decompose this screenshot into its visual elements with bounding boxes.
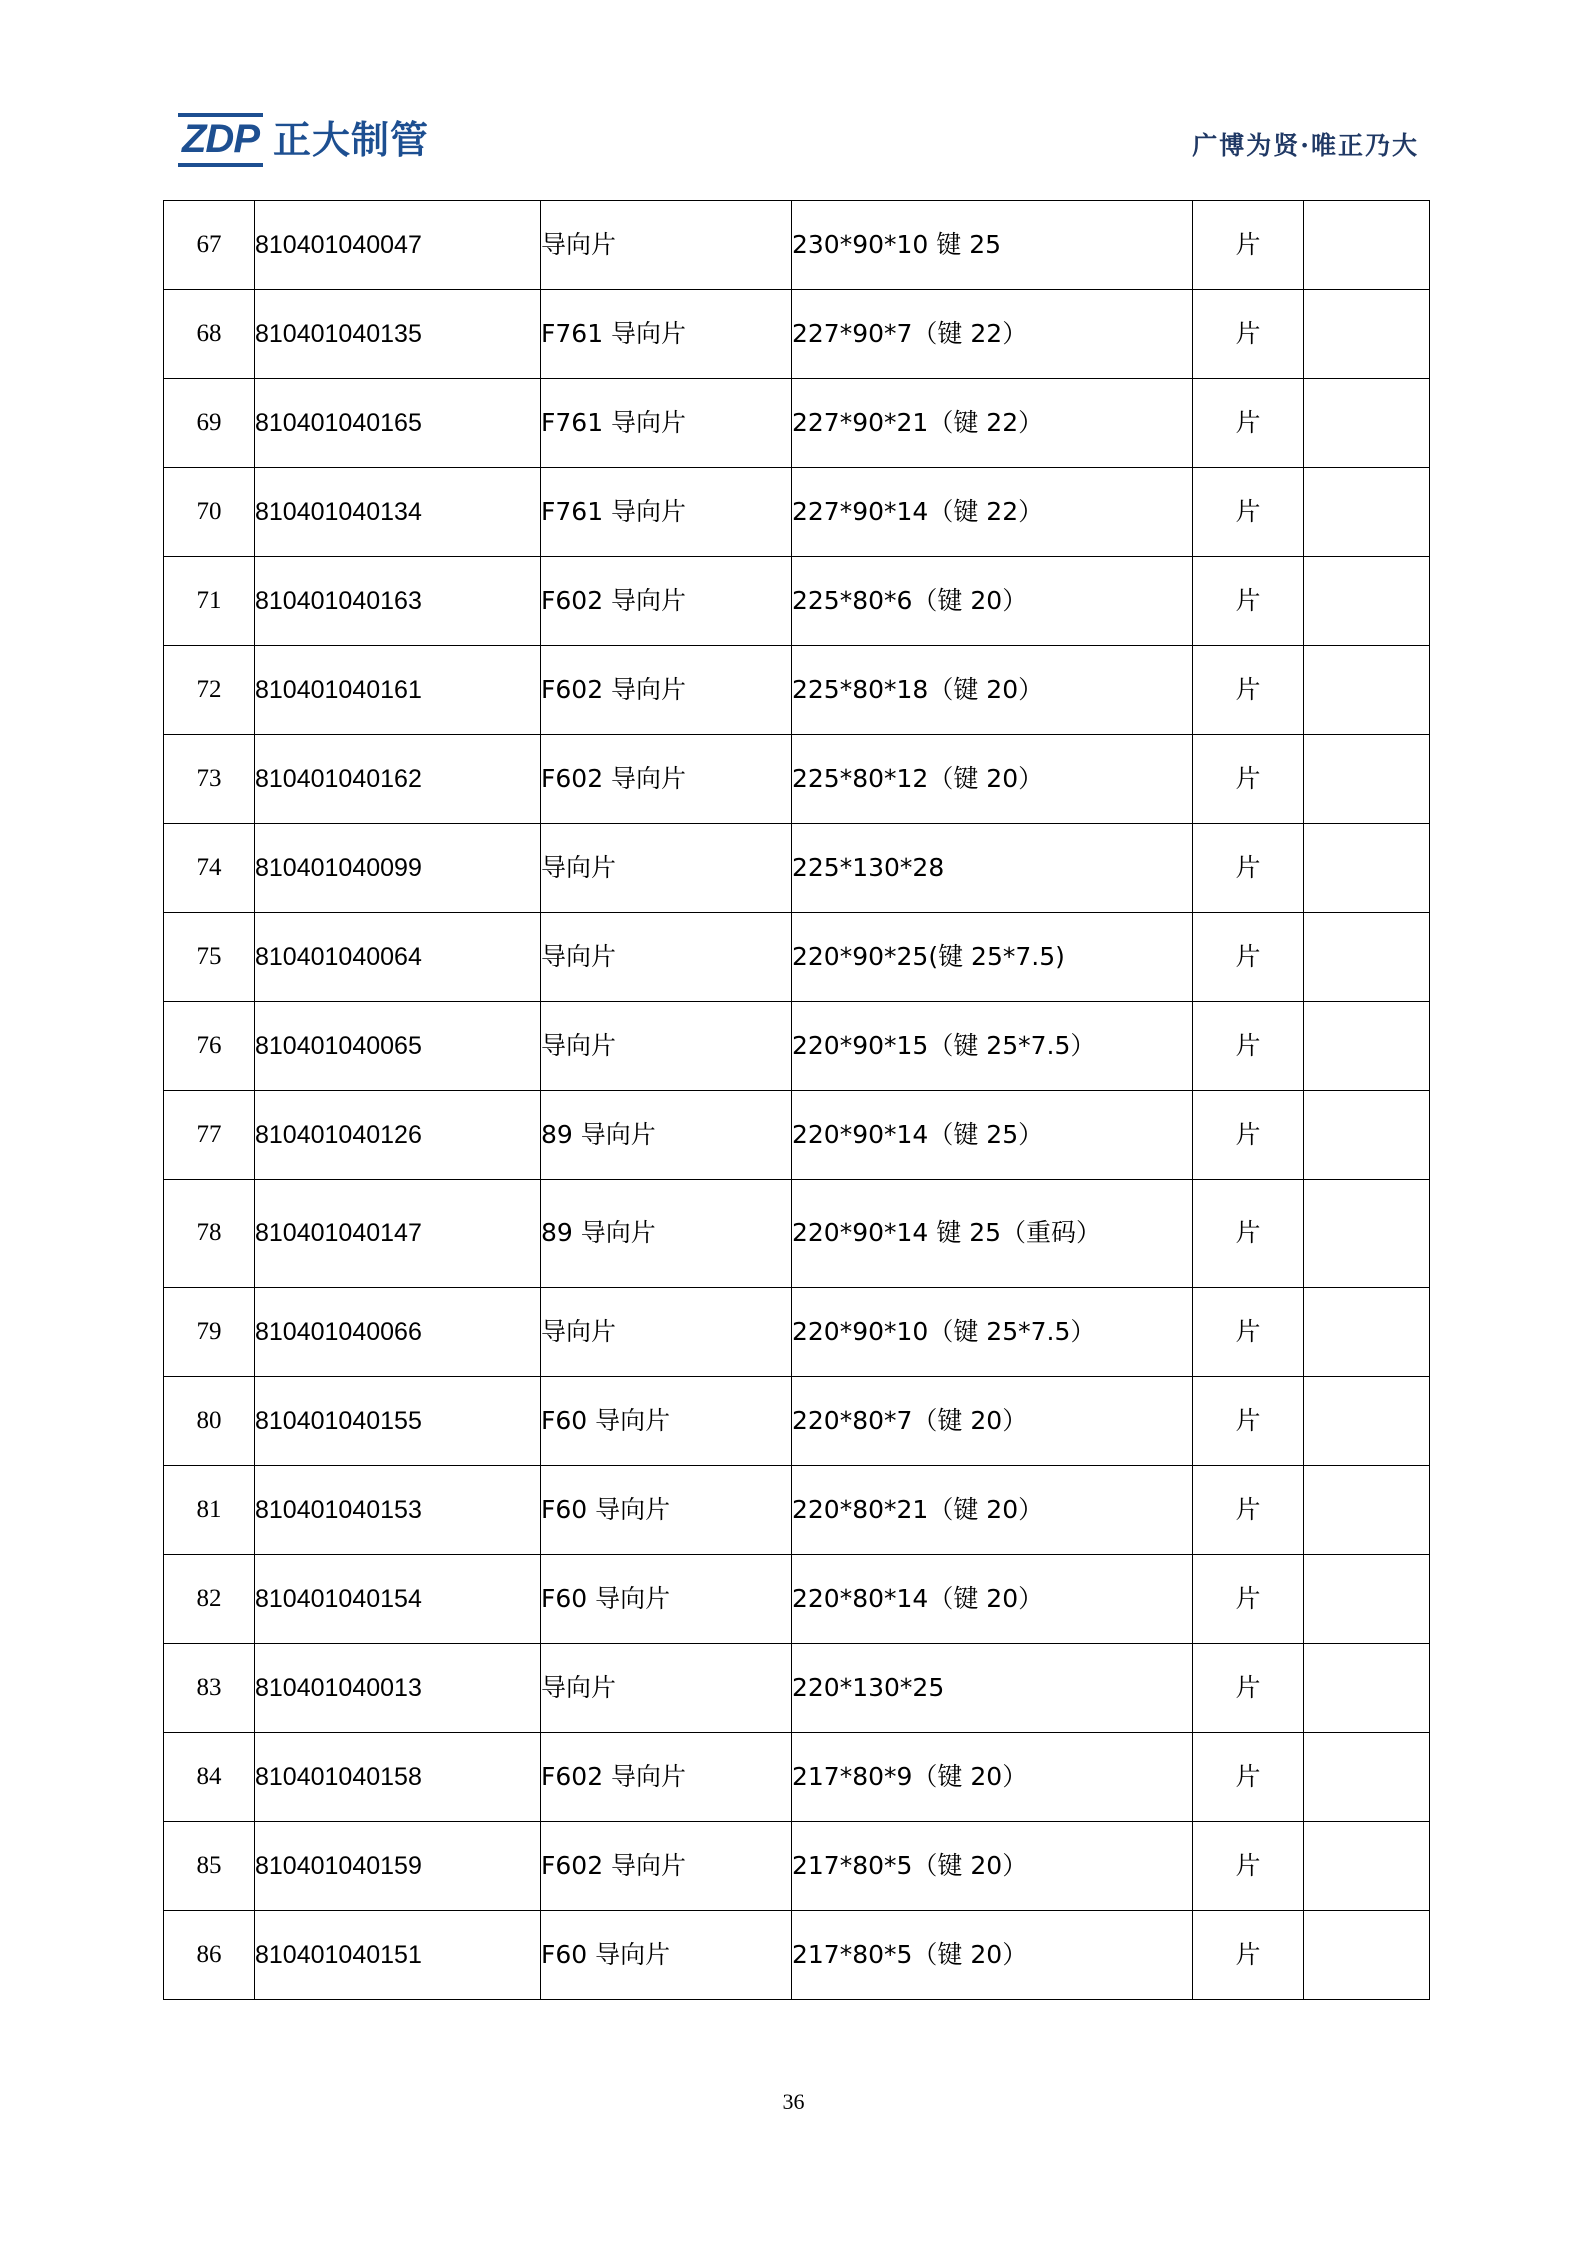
table-row bbox=[164, 379, 1430, 468]
cell-name: 导向片 bbox=[541, 824, 792, 913]
cell-index: 77 bbox=[164, 1091, 255, 1180]
cell-note bbox=[1304, 1911, 1430, 2000]
cell-code: 810401040163 bbox=[255, 557, 541, 646]
cell-name: F602 导向片 bbox=[541, 557, 792, 646]
cell-code: 810401040159 bbox=[255, 1822, 541, 1911]
cell-unit: 片 bbox=[1193, 1180, 1304, 1288]
page-number: 36 bbox=[782, 2089, 805, 2114]
cell-spec: 220*90*14 键 25（重码） bbox=[792, 1180, 1193, 1288]
cell-spec: 220*80*14（键 20） bbox=[792, 1555, 1193, 1644]
cell-name: 89 导向片 bbox=[541, 1180, 792, 1288]
table-row bbox=[164, 1002, 1430, 1091]
cell-note bbox=[1304, 1644, 1430, 1733]
cell-unit: 片 bbox=[1193, 1822, 1304, 1911]
table-row bbox=[164, 1644, 1430, 1733]
parts-table bbox=[163, 200, 1430, 2000]
cell-note bbox=[1304, 1288, 1430, 1377]
table-row bbox=[164, 1091, 1430, 1180]
cell-note bbox=[1304, 1377, 1430, 1466]
cell-code: 810401040154 bbox=[255, 1555, 541, 1644]
cell-unit: 片 bbox=[1193, 1911, 1304, 2000]
cell-index: 85 bbox=[164, 1822, 255, 1911]
cell-unit: 片 bbox=[1193, 1466, 1304, 1555]
cell-index: 83 bbox=[164, 1644, 255, 1733]
cell-note bbox=[1304, 468, 1430, 557]
cell-index: 70 bbox=[164, 468, 255, 557]
table-row bbox=[164, 1911, 1430, 2000]
cell-spec: 225*130*28 bbox=[792, 824, 1193, 913]
cell-spec: 217*80*9（键 20） bbox=[792, 1733, 1193, 1822]
cell-index: 82 bbox=[164, 1555, 255, 1644]
cell-name: F761 导向片 bbox=[541, 468, 792, 557]
cell-note bbox=[1304, 646, 1430, 735]
cell-unit: 片 bbox=[1193, 735, 1304, 824]
cell-spec: 220*80*7（键 20） bbox=[792, 1377, 1193, 1466]
parts-table-body bbox=[164, 201, 1430, 2000]
cell-spec: 225*80*18（键 20） bbox=[792, 646, 1193, 735]
cell-index: 74 bbox=[164, 824, 255, 913]
cell-code: 810401040099 bbox=[255, 824, 541, 913]
cell-note bbox=[1304, 290, 1430, 379]
cell-unit: 片 bbox=[1193, 1733, 1304, 1822]
page-header bbox=[178, 112, 1419, 172]
cell-unit: 片 bbox=[1193, 379, 1304, 468]
cell-code: 810401040064 bbox=[255, 913, 541, 1002]
cell-spec: 220*90*10（键 25*7.5） bbox=[792, 1288, 1193, 1377]
cell-note bbox=[1304, 735, 1430, 824]
cell-name: 导向片 bbox=[541, 201, 792, 290]
cell-name: F602 导向片 bbox=[541, 1822, 792, 1911]
table-row bbox=[164, 1733, 1430, 1822]
cell-index: 86 bbox=[164, 1911, 255, 2000]
cell-name: 导向片 bbox=[541, 1002, 792, 1091]
cell-index: 68 bbox=[164, 290, 255, 379]
table-row bbox=[164, 735, 1430, 824]
cell-unit: 片 bbox=[1193, 646, 1304, 735]
cell-code: 810401040134 bbox=[255, 468, 541, 557]
cell-code: 810401040162 bbox=[255, 735, 541, 824]
cell-index: 73 bbox=[164, 735, 255, 824]
cell-note bbox=[1304, 1822, 1430, 1911]
cell-code: 810401040161 bbox=[255, 646, 541, 735]
cell-unit: 片 bbox=[1193, 1377, 1304, 1466]
cell-spec: 225*80*6（键 20） bbox=[792, 557, 1193, 646]
cell-name: 89 导向片 bbox=[541, 1091, 792, 1180]
table-row bbox=[164, 1377, 1430, 1466]
logo-company-name: 正大制管 bbox=[273, 118, 430, 162]
table-row bbox=[164, 557, 1430, 646]
company-slogan: 广博为贤·唯正乃大 bbox=[1192, 131, 1419, 160]
cell-code: 810401040158 bbox=[255, 1733, 541, 1822]
cell-note bbox=[1304, 201, 1430, 290]
cell-code: 810401040013 bbox=[255, 1644, 541, 1733]
cell-code: 810401040147 bbox=[255, 1180, 541, 1288]
cell-index: 81 bbox=[164, 1466, 255, 1555]
cell-spec: 220*90*25(键 25*7.5) bbox=[792, 913, 1193, 1002]
cell-name: F761 导向片 bbox=[541, 379, 792, 468]
cell-note bbox=[1304, 1002, 1430, 1091]
cell-code: 810401040047 bbox=[255, 201, 541, 290]
cell-name: F602 导向片 bbox=[541, 735, 792, 824]
cell-name: F60 导向片 bbox=[541, 1466, 792, 1555]
cell-spec: 217*80*5（键 20） bbox=[792, 1911, 1193, 2000]
table-row bbox=[164, 201, 1430, 290]
cell-note bbox=[1304, 913, 1430, 1002]
cell-spec: 220*130*25 bbox=[792, 1644, 1193, 1733]
cell-unit: 片 bbox=[1193, 913, 1304, 1002]
cell-index: 79 bbox=[164, 1288, 255, 1377]
cell-unit: 片 bbox=[1193, 1091, 1304, 1180]
cell-spec: 217*80*5（键 20） bbox=[792, 1822, 1193, 1911]
cell-code: 810401040126 bbox=[255, 1091, 541, 1180]
table-row bbox=[164, 824, 1430, 913]
parts-table-container bbox=[163, 200, 1423, 2000]
cell-note bbox=[1304, 557, 1430, 646]
cell-name: 导向片 bbox=[541, 1644, 792, 1733]
cell-code: 810401040065 bbox=[255, 1002, 541, 1091]
cell-note bbox=[1304, 1733, 1430, 1822]
cell-unit: 片 bbox=[1193, 1002, 1304, 1091]
cell-note bbox=[1304, 1180, 1430, 1288]
cell-spec: 220*90*14（键 25） bbox=[792, 1091, 1193, 1180]
cell-name: 导向片 bbox=[541, 1288, 792, 1377]
cell-name: F602 导向片 bbox=[541, 646, 792, 735]
cell-note bbox=[1304, 1466, 1430, 1555]
cell-index: 67 bbox=[164, 201, 255, 290]
cell-spec: 227*90*7（键 22） bbox=[792, 290, 1193, 379]
cell-name: F761 导向片 bbox=[541, 290, 792, 379]
cell-name: 导向片 bbox=[541, 913, 792, 1002]
table-row bbox=[164, 913, 1430, 1002]
cell-unit: 片 bbox=[1193, 468, 1304, 557]
cell-index: 76 bbox=[164, 1002, 255, 1091]
cell-unit: 片 bbox=[1193, 201, 1304, 290]
cell-code: 810401040135 bbox=[255, 290, 541, 379]
cell-name: F60 导向片 bbox=[541, 1377, 792, 1466]
cell-index: 75 bbox=[164, 913, 255, 1002]
cell-name: F60 导向片 bbox=[541, 1911, 792, 2000]
cell-index: 69 bbox=[164, 379, 255, 468]
cell-code: 810401040066 bbox=[255, 1288, 541, 1377]
cell-note bbox=[1304, 824, 1430, 913]
cell-index: 78 bbox=[164, 1180, 255, 1288]
cell-spec: 225*80*12（键 20） bbox=[792, 735, 1193, 824]
cell-note bbox=[1304, 1091, 1430, 1180]
cell-index: 84 bbox=[164, 1733, 255, 1822]
table-row bbox=[164, 1180, 1430, 1288]
cell-code: 810401040155 bbox=[255, 1377, 541, 1466]
table-row bbox=[164, 1288, 1430, 1377]
cell-code: 810401040151 bbox=[255, 1911, 541, 2000]
table-row bbox=[164, 1555, 1430, 1644]
cell-code: 810401040153 bbox=[255, 1466, 541, 1555]
cell-unit: 片 bbox=[1193, 1288, 1304, 1377]
cell-unit: 片 bbox=[1193, 557, 1304, 646]
logo-mark-text: ZDP bbox=[178, 113, 263, 167]
cell-unit: 片 bbox=[1193, 1644, 1304, 1733]
table-row bbox=[164, 646, 1430, 735]
cell-unit: 片 bbox=[1193, 290, 1304, 379]
table-row bbox=[164, 290, 1430, 379]
cell-unit: 片 bbox=[1193, 824, 1304, 913]
cell-note bbox=[1304, 1555, 1430, 1644]
company-logo bbox=[178, 112, 429, 168]
table-row bbox=[164, 1466, 1430, 1555]
table-row bbox=[164, 1822, 1430, 1911]
cell-index: 71 bbox=[164, 557, 255, 646]
cell-spec: 220*90*15（键 25*7.5） bbox=[792, 1002, 1193, 1091]
cell-unit: 片 bbox=[1193, 1555, 1304, 1644]
table-row bbox=[164, 468, 1430, 557]
cell-note bbox=[1304, 379, 1430, 468]
cell-spec: 227*90*14（键 22） bbox=[792, 468, 1193, 557]
cell-spec: 230*90*10 键 25 bbox=[792, 201, 1193, 290]
cell-name: F602 导向片 bbox=[541, 1733, 792, 1822]
cell-index: 72 bbox=[164, 646, 255, 735]
cell-spec: 220*80*21（键 20） bbox=[792, 1466, 1193, 1555]
cell-index: 80 bbox=[164, 1377, 255, 1466]
cell-name: F60 导向片 bbox=[541, 1555, 792, 1644]
cell-spec: 227*90*21（键 22） bbox=[792, 379, 1193, 468]
cell-code: 810401040165 bbox=[255, 379, 541, 468]
